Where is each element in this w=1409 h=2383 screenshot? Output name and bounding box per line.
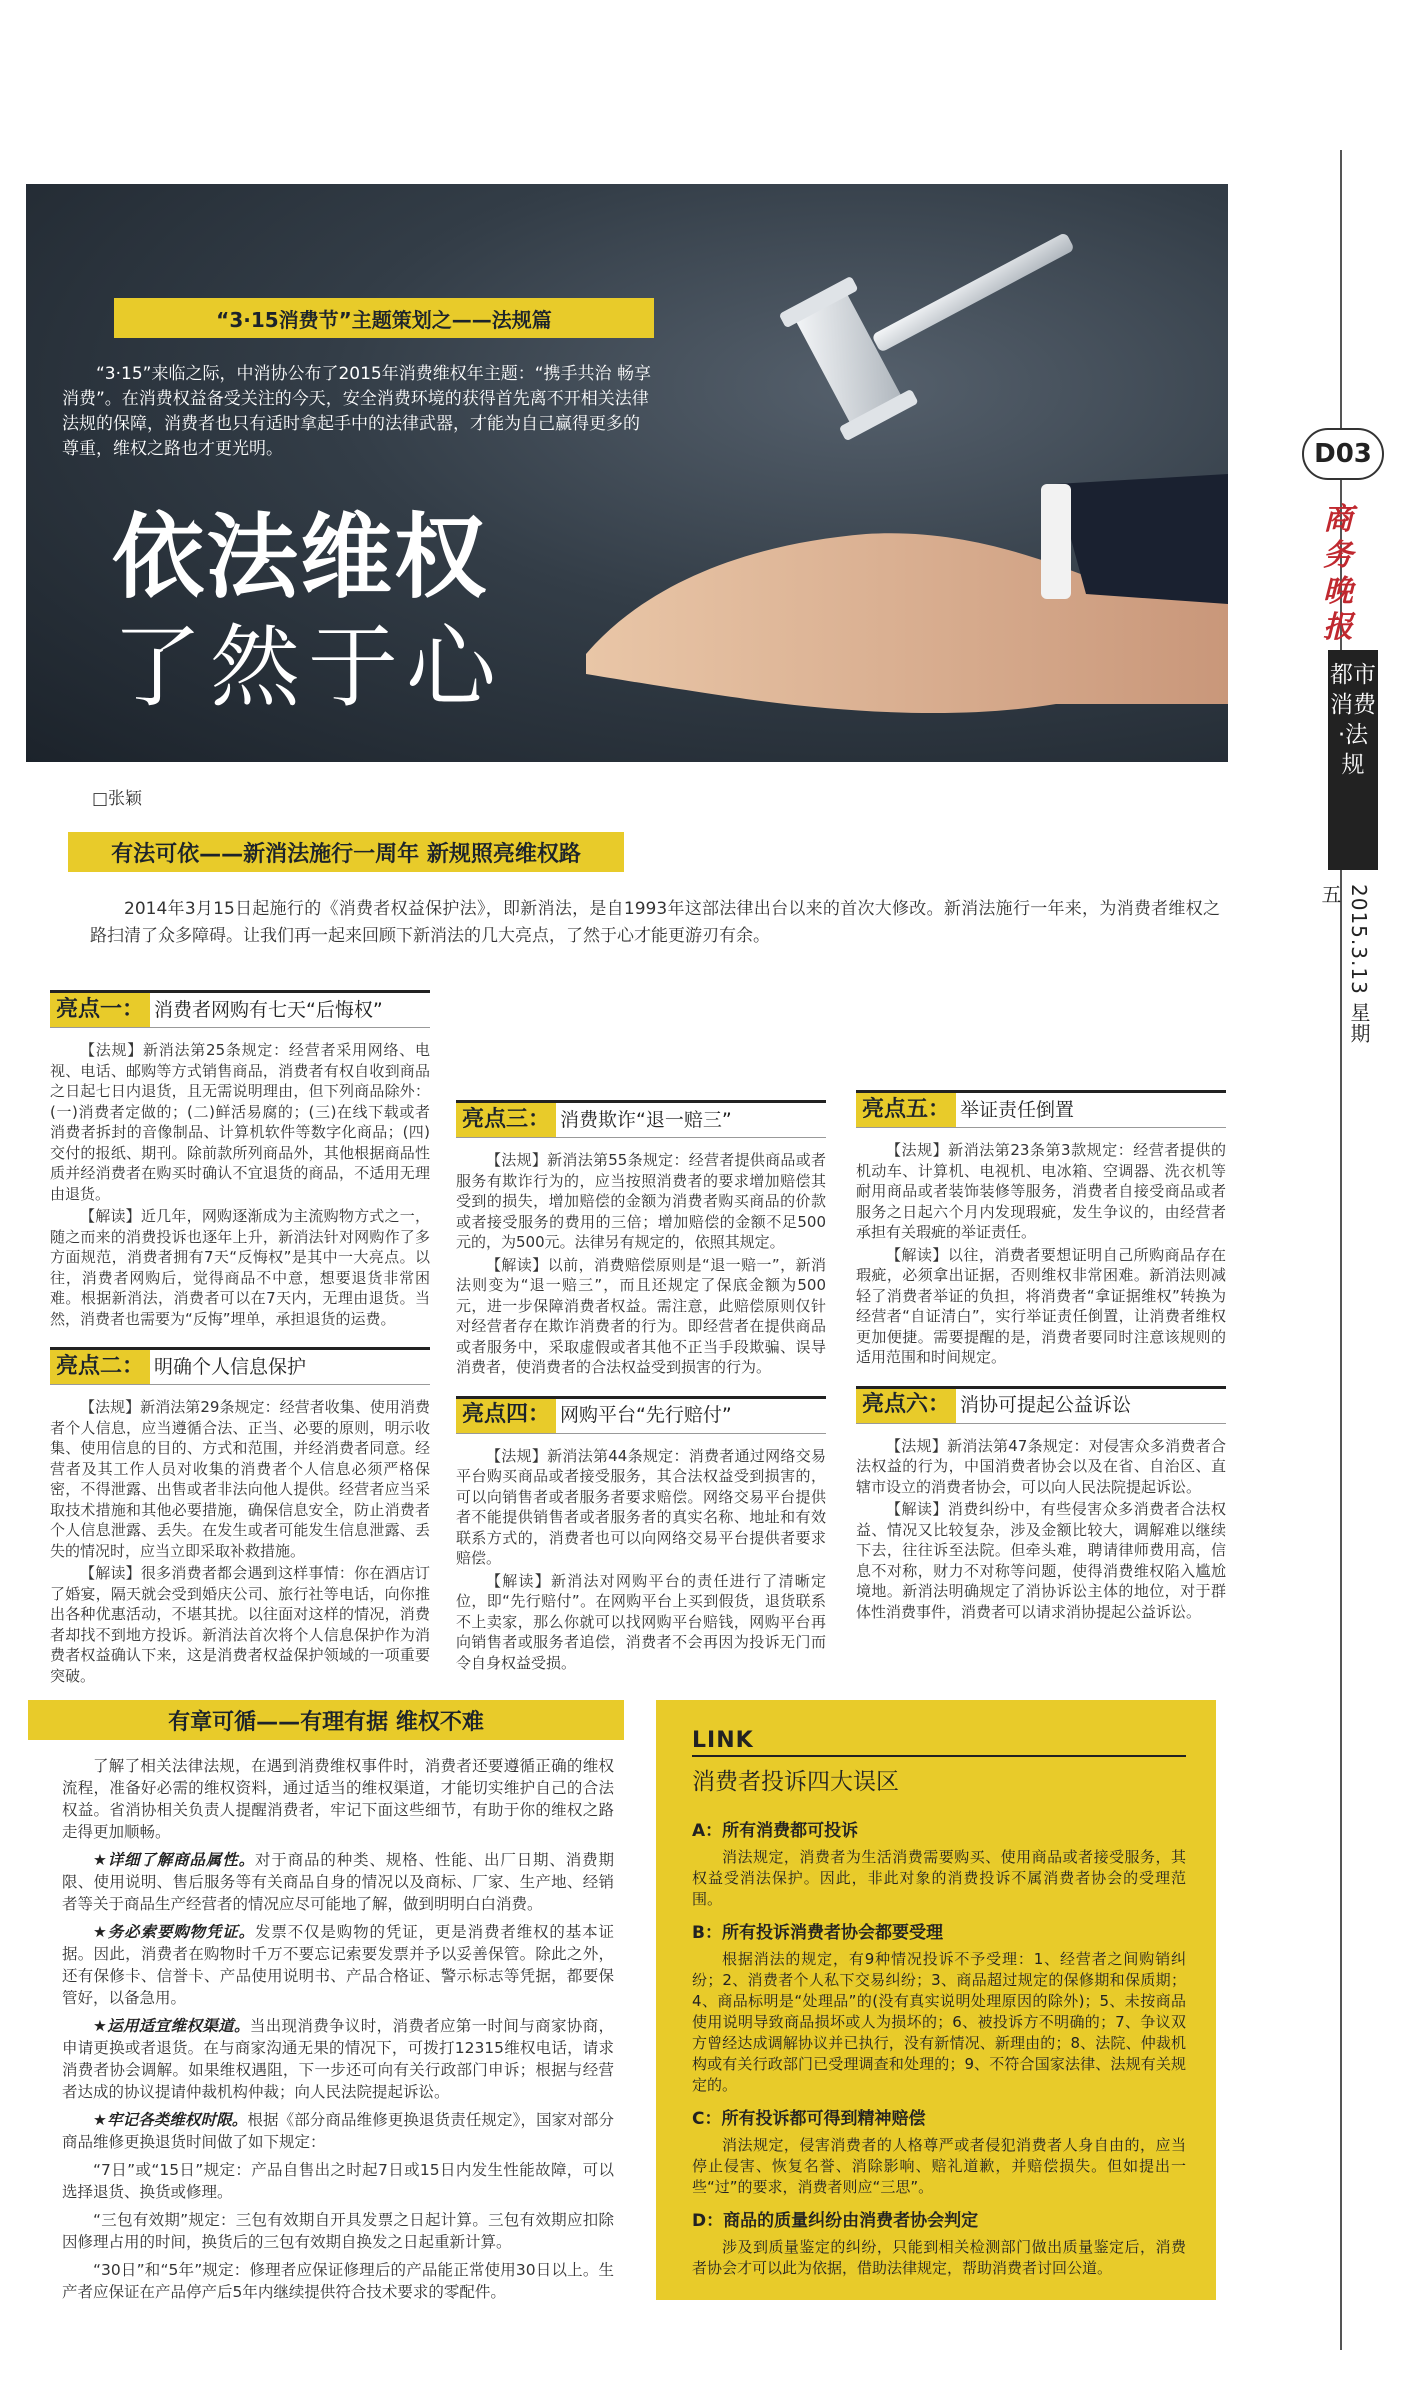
highlight-3-header [456,1100,826,1138]
highlight-tag: 亮点三： [456,1103,556,1137]
link-item-question: D：商品的质量纠纷由消费者协会判定 [692,2211,979,2231]
section-label: 都市消费·法规 [1328,650,1378,870]
gavel-icon [779,184,1104,441]
tip-3-keyword: ★运用适宜维权渠道。 [93,2017,250,2035]
link-item [692,1918,1186,2096]
tip-4-keyword: ★牢记各类维权时限。 [93,2111,248,2129]
highlight-5-law: 【法规】新消法第23条第3款规定：经营者提供的机动车、计算机、电视机、电冰箱、空调器、洗衣机等耐用商品或者装饰装修等服务，消费者自接受商品或者服务之日起六个月内发现瑕疵，发生争议的，由经营者承担有关瑕疵的举证责任。 [856,1141,1226,1241]
link-item-question: B：所有投诉消费者协会都要受理 [692,1923,943,1943]
highlight-title: 消费欺诈“退一赔三” [560,1108,732,1131]
highlight-1-law: 【法规】新消法第25条规定：经营者采用网络、电视、电话、邮购等方式销售商品，消费者有权自收到商品之日起七日内退货，且无需说明理由，但下列商品除外：(一)消费者定做的；(二)鲜活易腐的；(三)在线下载或者消费者拆封的音像制品、计算机软件等数字化商品；(四)交付的报纸、期刊。除前款所列商品外，其他根据商品性质并经消费者在购买时确认不宜退货的商品，不适用无理由退货。 [50,1041,430,1203]
tip-2-keyword: ★务必索要购物凭证。 [93,1923,255,1941]
highlight-tag: 亮点五： [856,1093,956,1127]
column-2 [456,1090,826,1675]
series-label: “3·15消费节”主题策划之——法规篇 [114,298,654,338]
highlight-4-read: 【解读】新消法对网购平台的责任进行了清晰定位，即“先行赔付”。在网购平台上买到假货，退货联系不上卖家，那么你就可以找网购平台赔钱，网购平台再向销售者或服务者追偿，消费者不会再因为投诉无门而令自身权益受损。 [456,1571,826,1672]
link-item-answer: 消法规定，消费者为生活消费需要购买、使用商品或者接受服务，其权益受消法保护。因此，非此对象的消费投诉不属消费者协会的受理范围。 [692,1848,1186,1908]
byline: □张颖 [92,789,143,809]
link-divider [692,1755,1186,1757]
hero-subtitle: 了然于心 [112,615,504,720]
highlight-4-law: 【法规】新消法第44条规定：消费者通过网络交易平台购买商品或者接受服务，其合法权益受到损害的，可以向销售者或者服务者要求赔偿。网络交易平台提供者不能提供销售者或者服务者的真实名称、地址和有效联系方式的，消费者也可以向网络交易平台提供者要求赔偿。 [456,1446,826,1567]
highlight-2-read: 【解读】很多消费者都会遇到这样事情：你在酒店订了婚宴，隔天就会受到婚庆公司、旅行社等电话，向你推出各种优惠活动，不堪其扰。以往面对这样的情况，消费者却找不到地方投诉。新消法首次将个人信息保护作为消费者权益确认下来，这是消费者权益保护领域的一项重要突破。 [50,1564,430,1685]
hero-banner [26,184,1228,762]
link-sidebar [656,1700,1216,2300]
tip-4-text: 根据《部分商品维修更换退货责任规定》，国家对部分商品维修更换退货时间做了如下规定： [62,2111,614,2151]
link-item [692,1816,1186,1910]
tip-1-keyword: ★详细了解商品属性。 [93,1851,255,1869]
link-content [692,1728,1186,2283]
tip-4 [62,2109,614,2153]
section2-header: 有章可循——有理有据 维权不难 [28,1700,624,1740]
link-item-question: A：所有消费都可投诉 [692,1821,859,1841]
link-item-answer: 根据消法的规定，有9种情况投诉不予受理：1、经营者之间购销纠纷；2、消费者个人私下交易纠纷；3、商品超过规定的保修期和保质期；4、商品标明是“处理品”的(没有真实说明处理原因的除外)；5、未按商品使用说明导致商品损坏或人为损坏的；6、被投诉方不明确的；7、争议双方曾经达成调解协议并已执行，没有新情况、新理由的；8、法院、仲裁机构或有关行政部门已受理调查和处理的；9、不符合国家法律、法规有关规定的。 [692,1950,1186,2094]
link-item-answer: 消法规定，侵害消费者的人格尊严或者侵犯消费者人身自由的，应当停止侵害、恢复名誉、消除影响、赔礼道歉，并赔偿损失。但如提出一些“过”的要求，消费者则应“三思”。 [692,2136,1186,2196]
highlight-6-read: 【解读】消费纠纷中，有些侵害众多消费者合法权益、情况又比较复杂，涉及金额比较大，调解难以继续下去，往往诉至法院。但牵头难，聘请律师费用高，信息不对称，财力不对称等问题，使得消费维权陷入尴尬境地。新消法明确规定了消协诉讼主体的地位，对于群体性消费事件，消费者可以请求消协提起公益诉讼。 [856,1500,1226,1621]
hero-title: 依法维权 [112,504,489,611]
highlight-6-law: 【法规】新消法第47条规定：对侵害众多消费者合法权益的行为，中国消费者协会以及在省、自治区、直辖市设立的消费者协会，可以向人民法院提起诉讼。 [856,1436,1226,1496]
tip-2-text: 发票不仅是购物的凭证，更是消费者维权的基本证据。因此，消费者在购物时千万不要忘记索要发票并予以妥善保管。除此之外，还有保修卡、信誉卡、产品使用说明书、产品合格证、警示标志等凭据，都要保管好，以备急用。 [62,1923,614,2007]
rule-2: “三包有效期”规定：三包有效期自开具发票之日起计算。三包有效期应扣除因修理占用的时间，换货后的三包有效期自换发之日起重新计算。 [62,2211,614,2251]
section2-body [62,1755,614,2309]
column-1 [50,980,430,1688]
section1-lead: 2014年3月15日起施行的《消费者权益保护法》，即新消法，是自1993年这部法律出台以来的首次大修改。新消法施行一年来，为消费者维权之路扫清了众多障碍。让我们再一起来回顾下新消法的几大亮点，了然于心才能更游刃有余。 [90,899,1220,946]
highlight-title: 网购平台“先行赔付” [560,1404,732,1427]
hero-intro: “3·15”来临之际，中消协公布了2015年消费维权年主题：“携手共治 畅享消费”。在消费权益备受关注的今天，安全消费环境的获得首先离不开相关法律法规的保障，消费者也只有适时拿起手中的法律武器，才能为自己赢得更多的尊重，维权之路也才更光明。 [62,364,651,459]
highlight-3-read: 【解读】以前，消费赔偿原则是“退一赔一”，新消法则变为“退一赔三”，而且还规定了保底金额为500元，进一步保障消费者权益。需注意，此赔偿原则仅针对经营者存在欺诈消费者的行为。即经营者在提供商品或者服务中，采取虚假或者其他不正当手段欺骗、误导消费者，使消费者的合法权益受到损害的行为。 [456,1255,826,1376]
link-item [692,2104,1186,2198]
tip-2 [62,1921,614,2009]
highlight-2-header [50,1347,430,1385]
link-item-question: C：所有投诉都可得到精神赔偿 [692,2109,926,2129]
link-title: 消费者投诉四大误区 [692,1769,899,1795]
highlight-5-read: 【解读】以往，消费者要想证明自己所购商品存在瑕疵，必须拿出证据，否则维权非常困难。新消法则减轻了消费者举证的负担，将消费者“拿证据维权”转换为经营者“自证清白”，实行举证责任倒置，让消费者维权更加便捷。需要提醒的是，消费者要同时注意该规则的适用范围和时间规定。 [856,1245,1226,1366]
highlight-title: 消协可提起公益诉讼 [960,1394,1132,1417]
tip-1 [62,1849,614,1915]
link-item [692,2206,1186,2279]
rule-1: “7日”或“15日”规定：产品自售出之时起7日或15日内发生性能故障，可以选择退货、换货或修理。 [62,2161,614,2201]
tip-3 [62,2015,614,2103]
highlight-4-header [456,1396,826,1434]
rule-3: “30日”和“5年”规定：修理者应保证修理后的产品能正常使用30日以上。生产者应保证在产品停产后5年内继续提供符合技术要求的零配件。 [62,2261,614,2301]
highlight-title: 消费者网购有七天“后悔权” [154,998,383,1021]
tip-3-text: 当出现消费争议时，消费者应第一时间与商家协商，申请更换或者退货。在与商家沟通无果的情况下，可拨打12315维权电话，请求消费者协会调解。如果维权遇阻，下一步还可向有关行政部门申诉；根据与经营者达成的协议提请仲裁机构仲裁；向人民法院提起诉讼。 [62,2017,614,2101]
page-code-badge: D03 [1302,428,1384,480]
tip-1-text: 对于商品的种类、规格、性能、出厂日期、消费期限、使用说明、售后服务等有关商品自身的情况以及商标、厂家、生产地、经销者等关于商品生产经营者的情况应尽可能地了解，做到明明白白消费。 [62,1851,614,1913]
highlight-1-read: 【解读】近几年，网购逐渐成为主流购物方式之一，随之而来的消费投诉也逐年上升，新消法针对网购作了多方面规范，消费者拥有7天“反悔权”是其中一大亮点。以往，消费者网购后，觉得商品不中意，想要退货非常困难。根据新消法，消费者可以在7天内，无理由退货。当然，消费者也需要为“反悔”埋单，承担退货的运费。 [50,1207,430,1328]
highlight-5-header [856,1090,1226,1128]
highlight-3-law: 【法规】新消法第55条规定：经营者提供商品或者服务有欺诈行为的，应当按照消费者的要求增加赔偿其受到的损失，增加赔偿的金额为消费者购买商品的价款或者接受服务的费用的三倍；增加赔偿的金额不足500元的，为500元。法律另有规定的，依照其规定。 [456,1151,826,1251]
highlight-title: 举证责任倒置 [960,1098,1075,1121]
highlight-6-header [856,1386,1226,1424]
highlight-tag: 亮点六： [856,1389,956,1423]
section2-lead: 了解了相关法律法规，在遇到消费维权事件时，消费者还要遵循正确的维权流程，准备好必需的维权资料，通过适当的维权渠道，才能切实维护自己的合法权益。省消协相关负责人提醒消费者，牢记下面这些细节，有助于你的维权之路走得更加顺畅。 [62,1757,614,1841]
highlight-title: 明确个人信息保护 [154,1355,307,1378]
section1-header: 有法可依——新消法施行一周年 新规照亮维权路 [68,832,624,872]
rail-divider [1340,150,1342,2350]
link-item-answer: 涉及到质量鉴定的纠纷，只能到相关检测部门做出质量鉴定后，消费者协会才可以此为依据，借助法律规定，帮助消费者讨回公道。 [692,2238,1186,2277]
column-3 [856,1080,1226,1624]
highlight-2-law: 【法规】新消法第29条规定：经营者收集、使用消费者个人信息，应当遵循合法、正当、必要的原则，明示收集、使用信息的目的、方式和范围，并经消费者同意。经营者及其工作人员对收集的消费者个人信息必须严格保密，不得泄露、出售或者非法向他人提供。经营者应当采取技术措施和其他必要措施，确保信息安全，防止消费者个人信息泄露、丢失。在发生或者可能发生信息泄露、丢失的情况时，应当立即采取补救措施。 [50,1398,430,1560]
gavel-hand-illustration [586,184,1228,762]
highlight-tag: 亮点一： [50,993,150,1027]
issue-date: 2015.3.13 星期五 [1318,884,1371,1045]
highlight-1-header [50,990,430,1028]
highlight-tag: 亮点二： [50,1350,150,1384]
link-label: LINK [692,1728,754,1753]
highlight-tag: 亮点四： [456,1399,556,1433]
masthead-logo: 商务晚报 [1323,502,1353,645]
